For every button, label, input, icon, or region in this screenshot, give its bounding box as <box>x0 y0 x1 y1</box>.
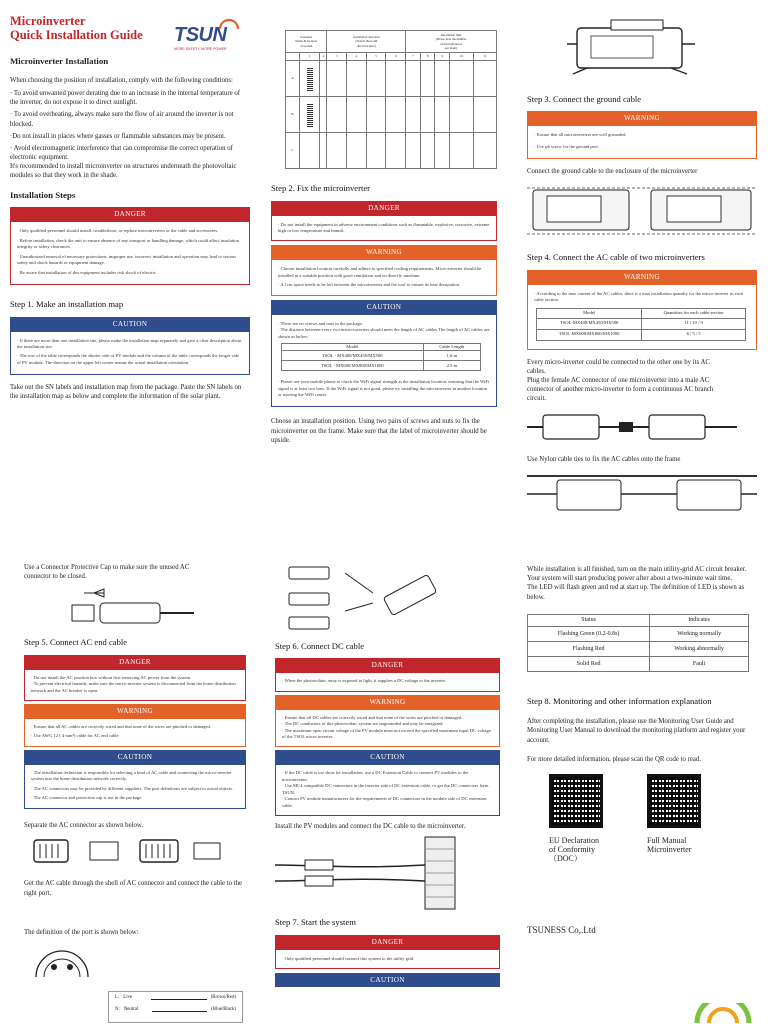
installation-map-table <box>285 30 497 169</box>
cable-length-table <box>281 343 481 371</box>
danger-item: · Unauthorized removal of necessary protections, improper use, incorrect installation and operation may lead to serious safety and shock hazards or equipment damage. <box>17 253 237 266</box>
step5-title: Step 5. Connect AC end cable <box>24 637 128 648</box>
map-col-header: 11 <box>473 53 496 61</box>
port-row-neutral <box>115 1007 236 1013</box>
step1-text: Take out the SN labels and installation map from the package. Paste the SN labels on the installation map as below and complete the information of the solar plant. <box>10 384 242 401</box>
qr-text: For more detailed information, please scan the QR code to read. <box>527 755 702 763</box>
warning-item: · According to the max current of the AC cables, there is a max installation quantity for the micro-inverter in each cable section. <box>534 290 744 303</box>
port-pin-diagram <box>34 941 90 977</box>
warning-item: · The DC conductors of this photovoltaic system are ungrounded and may be energized. <box>282 721 444 727</box>
warning-banner: WARNING <box>275 695 500 709</box>
map-row <box>286 97 497 133</box>
section-title: Microinverter Installation <box>10 56 109 66</box>
qr-code-doc[interactable] <box>549 774 603 828</box>
caution-item: · If there are more than one installation site, please make the installation map separately and give a clear description about the installation site. <box>17 337 242 350</box>
danger-banner: DANGER <box>10 207 250 221</box>
map-col-header: 3 <box>327 53 347 61</box>
danger-banner: DANGER <box>275 935 500 949</box>
qr-codes <box>527 774 757 864</box>
caution-item: · Use MC4 compatible DC connectors in the inverter side of DC extension cable, or get the DC connectors form TSUN. <box>282 783 489 795</box>
title-line-1: Microinverter <box>10 14 86 28</box>
danger-box <box>10 221 250 285</box>
map-row-label: C <box>286 133 300 169</box>
warning-box <box>271 259 497 295</box>
led-status-table <box>527 614 749 672</box>
danger-item: · When the photovoltaic array is exposed to light, it supplies a DC voltage to the inverter. <box>282 678 446 684</box>
table-header: Quantities for each cable section <box>642 308 746 318</box>
condition-item: · To avoid overheating, always make sure the flow of air around the inverter is not blocked. <box>10 111 234 128</box>
caution-item: · If the DC cable is too short for installation, use a DC Extension Cable to connect PV modules to the microinverter. <box>282 770 469 782</box>
table-cell: Fault <box>650 656 749 671</box>
title-line-2: Quick Installation Guide <box>10 28 143 42</box>
caution-box <box>10 331 250 376</box>
port-row-live <box>115 995 236 1001</box>
port-line <box>152 1007 207 1012</box>
sn-label-cell <box>300 97 320 133</box>
table-header: Model <box>282 343 424 350</box>
caution-box <box>271 314 497 408</box>
danger-box <box>24 669 246 701</box>
warning-item: · A 1cm space needs to be left between the microinverter and the roof to ensure its heat dissipation. <box>278 282 461 288</box>
swirl-logo-icon <box>693 1003 753 1023</box>
caution-item: · The AC connector and protection cap is not in the package. <box>31 795 143 801</box>
danger-banner: DANGER <box>271 201 497 215</box>
map-col-header-row <box>286 53 497 61</box>
danger-banner: DANGER <box>24 655 246 669</box>
caution-banner: CAUTION <box>271 300 497 314</box>
table-cell: TSOL - MX400/MX450/MX500 <box>282 351 424 361</box>
port-code: N: <box>115 1007 120 1013</box>
map-col-header: 2 <box>320 53 327 61</box>
column-ac-end <box>24 563 246 1013</box>
start-text: While installation is all finished, turn on the main utility-grid AC circuit breaker. Your system will start producing power after about a two-minute wait time. The LED will flash green and red at start up. The definition of LED is shown as below. <box>527 566 747 601</box>
sun-arc-icon <box>218 18 240 30</box>
caution-item: · Please use your mobile phone to check the WiFi signal strength at the installation location, ensuring that the WiFi signal is at least two bars. If the WiFi signal is not good, please try installing the microinverter in another location or moving the WiFi router. <box>278 379 490 397</box>
logo-tagline: MORE SAFETY, MORE POWER <box>174 47 227 51</box>
warning-box <box>24 718 246 747</box>
caution-banner: CAUTION <box>275 750 500 764</box>
table-cell: 11 / 10 / 9 <box>642 318 746 329</box>
warning-item: · Use AWG 12 ( 4 mm²) cable for AC end cable <box>31 733 119 739</box>
caution-box <box>275 764 500 816</box>
logo-brand: TSUN <box>174 24 227 46</box>
warning-box <box>527 284 757 350</box>
map-row <box>286 61 497 97</box>
step1-title: Step 1. Make an installation map <box>10 299 124 309</box>
step2-title: Step 2. Fix the microinverter <box>271 183 371 193</box>
dc-connectors-illustration <box>285 563 465 635</box>
warning-item: · Choose installation location carefully and adhere to specified cooling requirements. Micro-inverter should be installed in a suitable position with good ventilation and no directly sunshine. <box>278 266 482 278</box>
table-header: Model <box>537 308 642 318</box>
map-col-header: 4 <box>347 53 367 61</box>
quantity-table <box>536 308 746 341</box>
warning-banner: WARNING <box>24 704 246 718</box>
caution-item: · The distance between every two micro-inverters should meet the length of AC cables.The length of AC cables are shown as below: <box>278 327 490 339</box>
caution-item: · There are no screws and nuts in the package. <box>278 320 363 326</box>
separate-text: Separate the AC connector as shown below. <box>24 821 144 829</box>
danger-box <box>275 672 500 691</box>
tsun-logo <box>174 22 252 52</box>
condition-item: · Avoid electromagnetic interference that can compromise the correct operation of electronic equipment. It's recommended to install microinverter on structures underneath the photovoltaic modules so that they work in the shade. <box>10 144 237 180</box>
caution-banner: CAUTION <box>24 750 246 764</box>
map-head-cell: Installation direction (Sketch the north direction here) <box>327 31 406 53</box>
port-name: Live <box>123 995 133 1000</box>
port-name: Neutral <box>123 1007 139 1013</box>
map-col-header: 7 <box>406 53 421 61</box>
danger-box <box>271 215 497 242</box>
column-cables <box>527 14 757 520</box>
qr-code-manual[interactable] <box>647 774 701 828</box>
map-head-cell: Installation time (Please note the number of microinverters per plant) <box>406 31 497 53</box>
step6-title: Step 6. Connect DC cable <box>275 640 365 651</box>
doc-header <box>10 14 250 54</box>
table-cell: 1.6 m <box>423 351 480 361</box>
caution-box <box>24 764 246 809</box>
map-row <box>286 133 497 169</box>
step3-title: Step 3. Connect the ground cable <box>527 93 642 104</box>
table-cell: Flashing Green (0.2-0.8s) <box>528 626 650 641</box>
map-row-label: A <box>286 61 300 97</box>
frame-illustration <box>527 470 757 516</box>
step3-text: Connect the ground cable to the enclosure of the microinverter <box>527 168 698 176</box>
warning-item: · Ensure that all DC cables are correctly wired and that none of the wires are pinched or damaged. <box>282 714 463 720</box>
map-col-header: 10 <box>450 53 474 61</box>
sn-barcode <box>307 103 313 127</box>
through-text: Get the AC cable through the shell of AC connector and connect the cable to the right port. <box>24 880 242 897</box>
port-color: (Blue/Black) <box>211 1007 236 1013</box>
map-head-cell: Customer Name & location of system <box>286 31 327 53</box>
danger-item: · Do not install the equipment in adverse environment conditions such as flammable, explosive, corrosive, extreme high or low temperature and humid. <box>278 221 490 234</box>
warning-item: · Ensure that all AC cables are correctly wired and that none of the wires are pinched or damaged. <box>31 723 211 729</box>
table-cell: TSOL-MX600/MX800/MX1000 <box>537 329 642 340</box>
step8-title: Step 8. Monitoring and other information explanation <box>527 695 712 706</box>
danger-item: · Before installation, check the unit to ensure absence of any transport or handling damage, which could affect insulation integrity or safety clearances. <box>17 237 239 250</box>
danger-item: · To prevent electrical hazards, make sure the micro-inverter system is disconnected from the home distribution network and the AC breaker is open. <box>31 681 236 693</box>
warning-banner: WARNING <box>527 270 757 284</box>
port-code: L: <box>115 995 120 1000</box>
warning-banner: WARNING <box>527 111 757 125</box>
port-legend <box>108 991 243 1023</box>
step4-title: Step 4. Connect the AC cable of two microinverters <box>527 252 705 263</box>
step7-title: Step 7. Start the system <box>275 916 356 927</box>
table-cell: TSOL - MX600/MX800/MX1000 <box>282 361 424 371</box>
table-header: Indicates <box>650 614 749 626</box>
table-cell: 6 / 5 / 5 <box>642 329 746 340</box>
port-line <box>151 995 206 1000</box>
warning-box <box>275 709 500 748</box>
table-cell: Working normally <box>650 626 749 641</box>
map-col-header: 6 <box>386 53 406 61</box>
nylon-text: Use Nylon cable ties to fix the AC cables onto the frame <box>527 456 681 464</box>
caution-item: · The row of the table corresponds the shorter side of PV module and the column of the table corresponds the longer side of PV module. The direction on the upper left corner means the actual installation orientation. <box>17 353 240 365</box>
warning-item: · The maximum open circuit voltage of the PV module must not exceed the specified maximum input DC voltage of the TSOL micro inverter. <box>282 727 491 740</box>
danger-box <box>275 949 500 969</box>
column-fix <box>271 30 497 447</box>
warning-banner: WARNING <box>271 245 497 259</box>
column-installation <box>10 14 250 404</box>
table-cell: TSOL-MX400/MX450/MX500 <box>537 318 642 329</box>
warning-item: · Ensure that all microinverters are well grounded. <box>534 132 627 138</box>
caution-item: · The installation technician is responsible for selecting a kind of AC cable and connecting the micro-inverter system into the home distribution network correctly. <box>31 769 232 782</box>
warning-item: · Use φ6 screw for the ground port. <box>534 143 599 149</box>
intro-text: When choosing the position of installation, comply with the following conditions: <box>10 76 233 84</box>
installation-steps-title: Installation Steps <box>10 189 76 200</box>
port-color: (Brown/Red) <box>210 995 236 1000</box>
cap-text: Use a Connector Protective Cap to make sure the unused AC connector to be closed. <box>24 564 190 581</box>
caution-item: · The AC connectors may be provided by different suppliers. The port definitions are subject to actual objects. <box>31 785 234 791</box>
caution-banner: CAUTION <box>275 973 500 987</box>
qr-manual[interactable] <box>647 774 701 864</box>
danger-banner: DANGER <box>275 658 500 672</box>
condition-item: ·Do not install in places where gasses or flammable substances may be present. <box>10 132 226 140</box>
sn-label-cell <box>300 61 320 97</box>
sn-barcode <box>307 67 313 91</box>
microinverter-illustration <box>567 14 697 84</box>
step2-text: Choose an installation position. Using two pairs of screws and nuts to fix the microinverter on the frame. Make sure that the label of microinverter should be upside. <box>271 418 487 444</box>
table-cell: 2.5 m <box>423 361 480 371</box>
step4-text: Every micro-inverter could be connected to the other one by its AC cables. Plug the female AC connector of one microinverter into a male AC connector of another micro-inverter to form a continuous AC branch circuit. <box>527 358 714 403</box>
column-dc <box>275 563 500 987</box>
map-corner-cell <box>286 53 300 61</box>
condition-item: · To avoid unwanted power derating due to an increase in the internal temperature of the inverter, do not expose it to direct sunlight. <box>10 90 241 107</box>
step6-text: Install the PV modules and connect the DC cable to the microinverter. <box>275 823 466 830</box>
danger-item: · Be aware that installation of this equipment includes risk shock of electric. <box>17 269 157 275</box>
map-row-label: B <box>286 97 300 133</box>
qr-label-doc: EU Declaration of Conformity （DOC） <box>549 835 599 864</box>
table-header: Cable Length <box>423 343 480 350</box>
step8-text: After completing the installation, please use the Monitoring User Guide and Monitoring User Manual to download the monitoring platform and register your account. <box>527 718 746 744</box>
warning-box <box>527 125 757 159</box>
table-cell: Solid Red <box>528 656 650 671</box>
danger-item: · Only qualified personnel should connect this system to the utility grid. <box>282 955 415 961</box>
qr-label-manual: Full Manual Microinverter <box>647 835 692 855</box>
table-cell: Flashing Red <box>528 641 650 656</box>
qr-doc[interactable] <box>549 774 603 864</box>
port-definition-text: The definition of the port is shown below: <box>24 928 139 936</box>
map-col-header: 1 <box>300 53 320 61</box>
step2-boxes <box>271 201 497 445</box>
protective-cap-illustration <box>64 587 204 627</box>
ac-chain-illustration <box>527 407 747 447</box>
caution-banner: CAUTION <box>10 317 250 331</box>
table-cell: Working abnormally <box>650 641 749 656</box>
pv-module-cable-illustration <box>275 835 475 911</box>
danger-item: · Only qualified personnel should install, troubleshoot, or replace microinverters or the cable and accessories. <box>17 228 219 234</box>
map-col-header: 5 <box>366 53 386 61</box>
danger-item: · Do not install the AC junction box without first removing AC power from the system. <box>31 674 192 680</box>
ac-connector-parts-illustration <box>30 834 230 868</box>
column-start <box>527 565 757 936</box>
map-col-header: 8 <box>420 53 435 61</box>
ground-cable-illustration <box>527 184 757 240</box>
caution-item: · Contact PV module manufacturers for the requirements of DC connectors in the module side of DC extension cable. <box>282 796 487 808</box>
map-col-header: 9 <box>435 53 450 61</box>
table-header: Status <box>528 614 650 626</box>
company-name: TSUNESS Co,.Ltd <box>527 924 596 935</box>
